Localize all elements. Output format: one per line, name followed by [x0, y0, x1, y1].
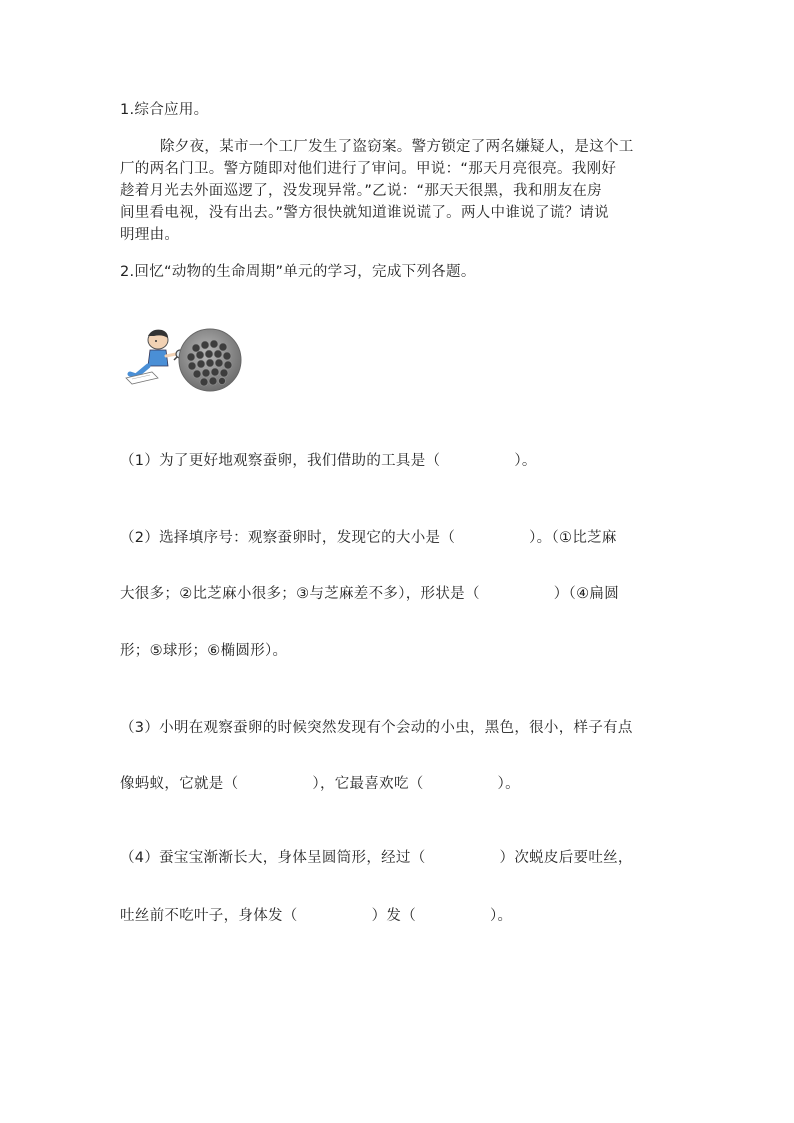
q2-item-3-line-2: 像蚂蚁，它就是（ ），它最喜欢吃（ ）。: [120, 776, 520, 792]
q2-item-2-line-1: （2）选择填序号：观察蚕卵时，发现它的大小是（ ）。（①比芝麻: [120, 530, 617, 546]
q2-item-1: （1）为了更好地观察蚕卵，我们借助的工具是（ ）。: [120, 453, 537, 469]
silkworm-egg-magnifier-illustration: [122, 326, 244, 394]
q1-heading: 1.综合应用。: [120, 102, 209, 118]
q1-line: 趁着月光去外面巡逻了，没发现异常。”乙说：“那天天很黑，我和朋友在房: [120, 183, 602, 199]
magnified-eggs-view: [179, 329, 241, 391]
q2-item-2-line-3: 形；⑤球形；⑥椭圆形）。: [120, 643, 288, 659]
q1-line: 厂的两名门卫。警方随即对他们进行了审问。甲说：“那天月亮很亮。我刚好: [120, 161, 617, 177]
q2-heading: 2.回忆“动物的生命周期”单元的学习，完成下列各题。: [120, 264, 476, 280]
q2-item-3-line-1: （3）小明在观察蚕卵的时候突然发现有个会动的小虫，黑色，很小，样子有点: [120, 720, 633, 736]
q2-item-2-line-2: 大很多；②比芝麻小很多；③与芝麻差不多），形状是（ ）（④扁圆: [120, 586, 619, 602]
q1-line: 明理由。: [120, 227, 180, 243]
q1-line: 除夕夜，某市一个工厂发生了盗窃案。警方锁定了两名嫌疑人，是这个工: [160, 139, 634, 155]
child-figure: [126, 330, 176, 384]
q2-item-4-line-2: 吐丝前不吃叶子，身体发（ ）发（ ）。: [120, 908, 513, 924]
q1-paragraph: [120, 136, 680, 246]
q1-line: 间里看电视，没有出去。”警方很快就知道谁说谎了。两人中谁说了谎？请说: [120, 205, 609, 221]
q2-item-4-line-1: （4）蚕宝宝渐渐长大，身体呈圆筒形，经过（ ）次蜕皮后要吐丝，: [120, 850, 633, 866]
